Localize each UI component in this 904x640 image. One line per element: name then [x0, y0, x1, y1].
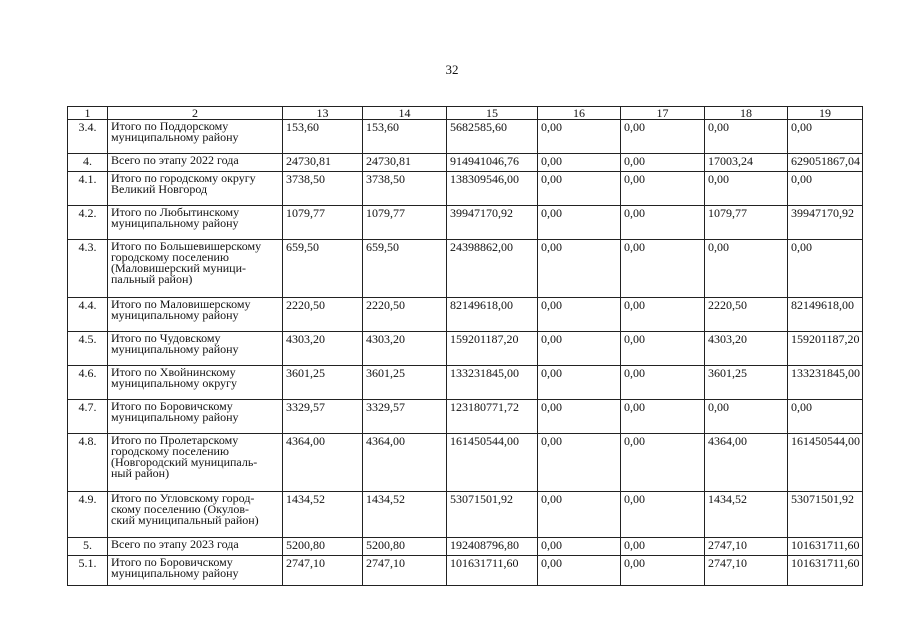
cell-col-17: 0,00	[621, 538, 705, 556]
cell-col-19: 101631711,60	[788, 556, 863, 586]
cell-col-17: 0,00	[621, 434, 705, 492]
cell-col-15: 82149618,00	[447, 298, 538, 332]
row-number-cell: 4.	[68, 154, 108, 172]
row-name-cell: Итого по Поддорскому муниципальному району	[108, 120, 283, 154]
cell-col-17: 0,00	[621, 240, 705, 298]
cell-col-13: 3601,25	[283, 366, 363, 400]
table-row	[68, 538, 863, 556]
row-number-cell: 5.1.	[68, 556, 108, 586]
cell-col-13: 24730,81	[283, 154, 363, 172]
column-header: 18	[705, 107, 788, 120]
row-number-cell: 4.4.	[68, 298, 108, 332]
row-name-cell: Всего по этапу 2022 года	[108, 154, 283, 172]
cell-col-16: 0,00	[538, 298, 621, 332]
cell-col-14: 4303,20	[363, 332, 447, 366]
cell-col-15: 133231845,00	[447, 366, 538, 400]
cell-col-19: 0,00	[788, 400, 863, 434]
cell-col-17: 0,00	[621, 332, 705, 366]
column-header: 14	[363, 107, 447, 120]
cell-col-13: 3329,57	[283, 400, 363, 434]
cell-col-16: 0,00	[538, 556, 621, 586]
cell-col-15: 192408796,80	[447, 538, 538, 556]
cell-col-15: 5682585,60	[447, 120, 538, 154]
cell-col-19: 0,00	[788, 120, 863, 154]
cell-col-15: 914941046,76	[447, 154, 538, 172]
cell-col-17: 0,00	[621, 366, 705, 400]
cell-col-18: 0,00	[705, 120, 788, 154]
column-header: 19	[788, 107, 863, 120]
cell-col-15: 161450544,00	[447, 434, 538, 492]
cell-col-16: 0,00	[538, 206, 621, 240]
table-row	[68, 298, 863, 332]
row-name-cell: Итого по Пролетарскому городскому поселению (Новгородский муниципаль- ный район)	[108, 434, 283, 492]
row-name-cell: Итого по Боровичскому муниципальному району	[108, 400, 283, 434]
cell-col-17: 0,00	[621, 154, 705, 172]
cell-col-17: 0,00	[621, 298, 705, 332]
column-header: 17	[621, 107, 705, 120]
column-header: 15	[447, 107, 538, 120]
cell-col-19: 0,00	[788, 240, 863, 298]
row-name-cell: Итого по Угловскому город- скому поселению (Окулов- ский муниципальный район)	[108, 492, 283, 538]
cell-col-15: 24398862,00	[447, 240, 538, 298]
cell-col-18: 0,00	[705, 240, 788, 298]
cell-col-15: 159201187,20	[447, 332, 538, 366]
cell-col-14: 153,60	[363, 120, 447, 154]
table-row	[68, 240, 863, 298]
cell-col-14: 1434,52	[363, 492, 447, 538]
cell-col-13: 3738,50	[283, 172, 363, 206]
row-number-cell: 4.3.	[68, 240, 108, 298]
cell-col-13: 2747,10	[283, 556, 363, 586]
row-name-cell: Итого по Любытинскому муниципальному району	[108, 206, 283, 240]
row-name-cell: Итого по городскому округу Великий Новгород	[108, 172, 283, 206]
cell-col-16: 0,00	[538, 366, 621, 400]
cell-col-13: 1079,77	[283, 206, 363, 240]
cell-col-14: 5200,80	[363, 538, 447, 556]
cell-col-17: 0,00	[621, 400, 705, 434]
cell-col-15: 39947170,92	[447, 206, 538, 240]
row-number-cell: 4.5.	[68, 332, 108, 366]
table-row	[68, 206, 863, 240]
cell-col-14: 3738,50	[363, 172, 447, 206]
row-name-cell: Итого по Маловишерскому муниципальному району	[108, 298, 283, 332]
cell-col-16: 0,00	[538, 120, 621, 154]
row-name-cell: Всего по этапу 2023 года	[108, 538, 283, 556]
column-header-row	[68, 107, 863, 120]
table-row	[68, 556, 863, 586]
cell-col-17: 0,00	[621, 206, 705, 240]
cell-col-13: 153,60	[283, 120, 363, 154]
cell-col-18: 1434,52	[705, 492, 788, 538]
cell-col-13: 5200,80	[283, 538, 363, 556]
table-row	[68, 434, 863, 492]
cell-col-13: 2220,50	[283, 298, 363, 332]
cell-col-14: 4364,00	[363, 434, 447, 492]
row-number-cell: 3.4.	[68, 120, 108, 154]
cell-col-18: 0,00	[705, 172, 788, 206]
cell-col-16: 0,00	[538, 172, 621, 206]
cell-col-19: 161450544,00	[788, 434, 863, 492]
cell-col-13: 1434,52	[283, 492, 363, 538]
table-row	[68, 120, 863, 154]
data-table	[67, 106, 863, 586]
table-row	[68, 492, 863, 538]
cell-col-13: 659,50	[283, 240, 363, 298]
row-number-cell: 4.6.	[68, 366, 108, 400]
cell-col-14: 659,50	[363, 240, 447, 298]
cell-col-14: 2220,50	[363, 298, 447, 332]
cell-col-18: 0,00	[705, 400, 788, 434]
column-header: 2	[108, 107, 283, 120]
cell-col-17: 0,00	[621, 556, 705, 586]
cell-col-15: 138309546,00	[447, 172, 538, 206]
cell-col-14: 3329,57	[363, 400, 447, 434]
cell-col-18: 2220,50	[705, 298, 788, 332]
cell-col-16: 0,00	[538, 240, 621, 298]
cell-col-19: 53071501,92	[788, 492, 863, 538]
cell-col-19: 159201187,20	[788, 332, 863, 366]
cell-col-17: 0,00	[621, 120, 705, 154]
cell-col-13: 4364,00	[283, 434, 363, 492]
cell-col-16: 0,00	[538, 538, 621, 556]
cell-col-15: 101631711,60	[447, 556, 538, 586]
row-name-cell: Итого по Хвойнинскому муниципальному округу	[108, 366, 283, 400]
cell-col-14: 1079,77	[363, 206, 447, 240]
cell-col-16: 0,00	[538, 332, 621, 366]
table-row	[68, 172, 863, 206]
cell-col-19: 133231845,00	[788, 366, 863, 400]
cell-col-19: 101631711,60	[788, 538, 863, 556]
row-number-cell: 5.	[68, 538, 108, 556]
cell-col-17: 0,00	[621, 492, 705, 538]
table-row	[68, 400, 863, 434]
cell-col-18: 4303,20	[705, 332, 788, 366]
page-number: 32	[445, 62, 459, 77]
cell-col-19: 629051867,04	[788, 154, 863, 172]
cell-col-19: 39947170,92	[788, 206, 863, 240]
column-header: 1	[68, 107, 108, 120]
cell-col-16: 0,00	[538, 434, 621, 492]
row-number-cell: 4.7.	[68, 400, 108, 434]
cell-col-16: 0,00	[538, 400, 621, 434]
row-number-cell: 4.2.	[68, 206, 108, 240]
row-name-cell: Итого по Большевишерскому городскому поселению (Маловишерский муници- пальный район)	[108, 240, 283, 298]
table-row	[68, 366, 863, 400]
cell-col-17: 0,00	[621, 172, 705, 206]
table-row	[68, 332, 863, 366]
cell-col-14: 3601,25	[363, 366, 447, 400]
cell-col-18: 2747,10	[705, 538, 788, 556]
cell-col-19: 82149618,00	[788, 298, 863, 332]
cell-col-18: 2747,10	[705, 556, 788, 586]
cell-col-14: 2747,10	[363, 556, 447, 586]
row-name-cell: Итого по Чудовскому муниципальному району	[108, 332, 283, 366]
cell-col-15: 53071501,92	[447, 492, 538, 538]
cell-col-16: 0,00	[538, 154, 621, 172]
cell-col-14: 24730,81	[363, 154, 447, 172]
row-number-cell: 4.1.	[68, 172, 108, 206]
cell-col-19: 0,00	[788, 172, 863, 206]
cell-col-18: 1079,77	[705, 206, 788, 240]
cell-col-13: 4303,20	[283, 332, 363, 366]
cell-col-18: 4364,00	[705, 434, 788, 492]
cell-col-18: 3601,25	[705, 366, 788, 400]
cell-col-15: 123180771,72	[447, 400, 538, 434]
cell-col-18: 17003,24	[705, 154, 788, 172]
table-row	[68, 154, 863, 172]
row-name-cell: Итого по Боровичскому муниципальному району	[108, 556, 283, 586]
cell-col-16: 0,00	[538, 492, 621, 538]
column-header: 16	[538, 107, 621, 120]
column-header: 13	[283, 107, 363, 120]
row-number-cell: 4.8.	[68, 434, 108, 492]
row-number-cell: 4.9.	[68, 492, 108, 538]
